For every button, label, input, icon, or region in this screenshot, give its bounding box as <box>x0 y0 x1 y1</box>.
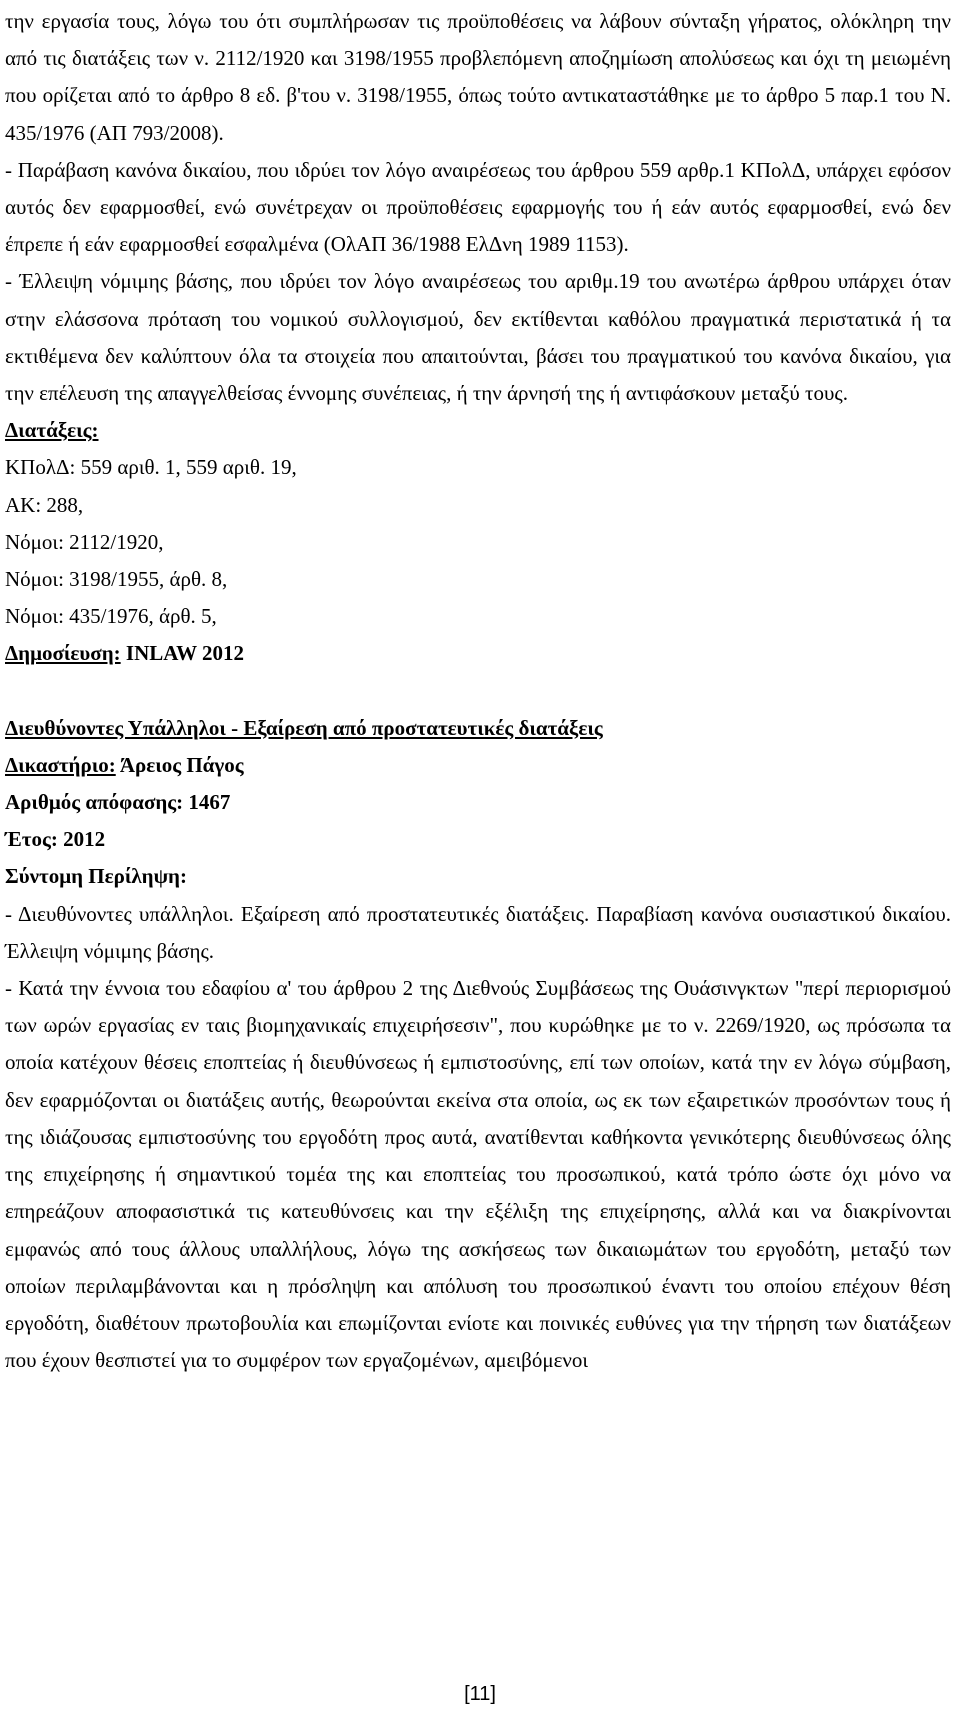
summary-paragraph-2: - Κατά την έννοια του εδαφίου α' του άρθρου 2 της Διεθνούς Συμβάσεως της Ουάσινγκτων "περί περιορισμού των ωρών εργασίας εν ταις βιομηχανικαίς επιχειρήσεσιν", που κυρώθηκε με το ν. 2269/1920, ως πρόσωπα τα οποία κατέχουν θέσεις εποπτείας ή διευθύνσεως ή εμπιστοσύνης, επί των οποίων, κατά την εν λόγω σύμβαση, δεν εφαρμόζονται οι διατάξεις αυτής, θεωρούνται εκείνα στα οποία, ως εκ των εξαιρετικών προσόντων τους ή της ιδιάζουσας εμπιστοσύνης του εργοδότη προς αυτά, ανατίθενται καθήκοντα γενικότερης διευθύνσεως όλης της επιχείρησης ή σημαντικού τομέα της και εποπτείας του προσωπικού, κατά τρόπο ώστε όχι μόνο να επηρεάζουν αποφασιστικά τις κατευθύνσεις και την εξέλιξη της επιχείρησης, αλλά και να διακρίνονται εμφανώς από τους άλλους υπαλλήλους, λόγω της ασκήσεως των δικαιωμάτων του εργοδότη, μεταξύ των οποίων περιλαμβάνονται και η πρόσληψη και απόλυση του προσωπικού έναντι του οποίου επέχουν θέση εργοδότη, διαθέτουν πρωτοβουλία και επωμίζονται ενίοτε και ποινικές ευθύνες για την τήρηση των διατάξεων που έχουν θεσπιστεί για το συμφέρον των εργαζομένων, αμειβόμενοι <box>5 976 951 1373</box>
publication-line <box>5 635 951 672</box>
paragraph-legal-basis: - Έλλειψη νόμιμης βάσης, που ιδρύει τον λόγο αναιρέσεως του αριθμ.19 του ανωτέρω άρθρου υπάρχει όταν στην ελάσσονα πρόταση του νομικού συλλογισμού, δεν εκτίθενται καθόλου πραγματικά περιστατικά ή τα εκτιθέμενα δεν καλύπτουν όλα τα στοιχεία που απαιτούνται, βάσει του πραγματικού του κανόνα δικαίου, για την επέλευση της απαγγελθείσας έννομης συνέπειας, ή την άρνησή της ή αντιφάσκουν μεταξύ τους. <box>5 269 951 406</box>
case-section <box>5 710 951 1380</box>
year-value: 2012 <box>57 827 106 852</box>
provision-line: ΚΠολΔ: 559 αριθ. 1, 559 αριθ. 19, <box>5 455 297 480</box>
publication-value: INLAW 2012 <box>120 641 244 666</box>
provision-line: Νόμοι: 3198/1955, άρθ. 8, <box>5 567 228 592</box>
provision-line: Νόμοι: 435/1976, άρθ. 5, <box>5 604 217 629</box>
provisions-heading: Διατάξεις: <box>5 418 99 443</box>
case-title: Διευθύνοντες Υπάλληλοι - Εξαίρεση από προστατευτικές διατάξεις <box>5 715 603 740</box>
provision-line: Νόμοι: 2112/1920, <box>5 529 164 554</box>
page-number: [11] <box>464 1683 496 1705</box>
year-line <box>5 821 951 858</box>
provision-line: ΑΚ: 288, <box>5 492 84 517</box>
paragraph-violation-rule: - Παράβαση κανόνα δικαίου, που ιδρύει τον λόγο αναιρέσεως του άρθρου 559 αρθρ.1 ΚΠολΔ, υπάρχει εφόσον αυτός δεν εφαρμοσθεί, ενώ συνέτρεχαν οι προϋποθέσεις εφαρμογής του ή εάν αυτός εφαρμοσθεί, ενώ δεν έπρεπε ή εάν εφαρμοσθεί εσφαλμένα (ΟλΑΠ 36/1988 ΕλΔνη 1989 1153). <box>5 157 951 257</box>
court-value: Άρειος Πάγος <box>115 752 244 777</box>
section-spacer <box>5 673 951 710</box>
document-body <box>5 3 951 1379</box>
court-line <box>5 747 951 784</box>
decision-label: Αριθμός απόφασης: <box>5 790 184 815</box>
publication-label: Δημοσίευση: <box>5 641 121 666</box>
decision-value: 1467 <box>183 790 231 815</box>
year-label: Έτος: <box>5 827 58 852</box>
summary-paragraph-1: - Διευθύνοντες υπάλληλοι. Εξαίρεση από προστατευτικές διατάξεις. Παραβίαση κανόνα ουσιαστικού δικαίου. Έλλειψη νόμιμης βάσης. <box>5 901 951 963</box>
court-label: Δικαστήριο: <box>5 752 116 777</box>
provisions-section <box>5 412 951 672</box>
summary-heading: Σύντομη Περίληψη: <box>5 864 187 889</box>
paragraph-severance: την εργασία τους, λόγω του ότι συμπλήρωσαν τις προϋποθέσεις να λάβουν σύνταξη γήρατος, ολόκληρη την από τις διατάξεις των ν. 2112/1920 και 3198/1955 προβλεπόμενη αποζημίωση απολύσεως και όχι τη μειωμένη που ορίζεται από το άρθρο 8 εδ. β'του ν. 3198/1955, όπως τούτο αντικαταστάθηκε με το άρθρο 5 παρ.1 του Ν. 435/1976 (ΑΠ 793/2008). <box>5 9 951 145</box>
decision-line <box>5 784 951 821</box>
